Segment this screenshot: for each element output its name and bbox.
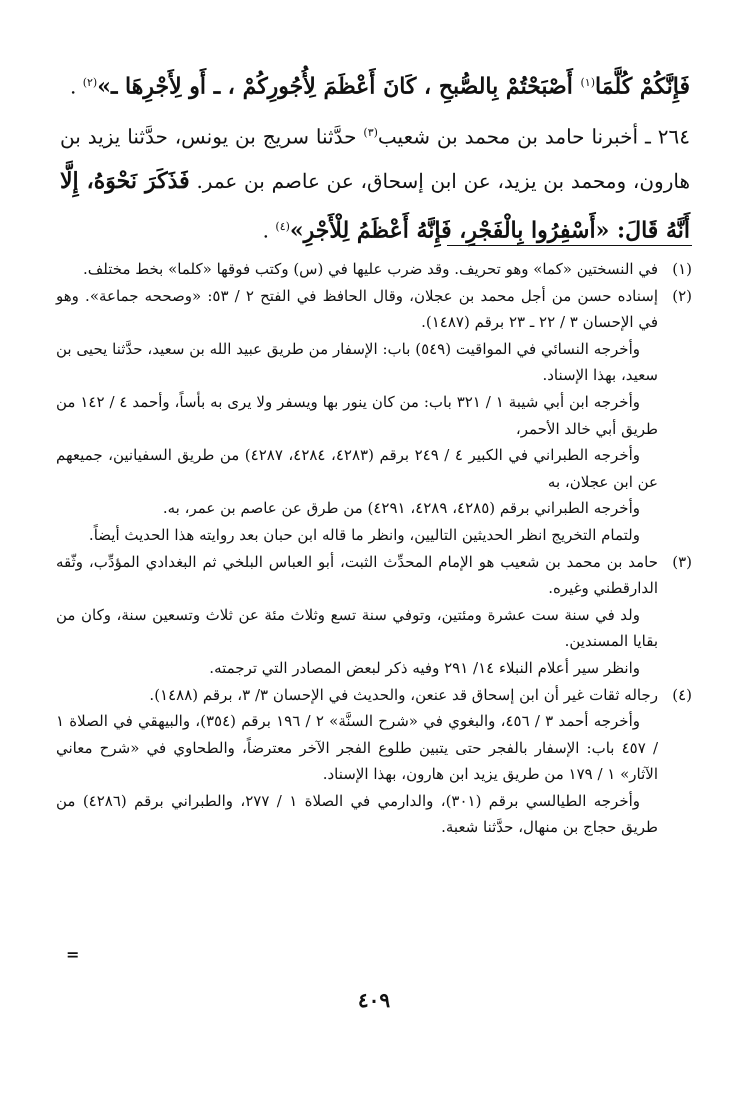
- footnote-paragraph: حامد بن محمد بن شعيب هو الإمام المحدِّث الثبت، أبو العباس البلخي ثم البغدادي المؤدِّب، وثّقه الدارقطني وغيره.: [56, 552, 658, 598]
- footnote-ref-2[interactable]: (٢): [82, 76, 98, 89]
- footnote-ref-1[interactable]: (١): [580, 76, 596, 89]
- footnote-paragraph: وأخرجه الطبراني في الكبير ٤ / ٢٤٩ برقم (٤٢٨٣، ٤٢٨٤، ٤٢٨٧) من طريق السفيانين، جميعهم عن ابن عجلان، به: [56, 446, 658, 491]
- footnote-paragraph: وأخرجه ابن أبي شيبة ١ / ٣٢١ باب: من كان ينور بها ويسفر ولا يرى به بأساً، وأحمد ٤ / ١٤٢ من طريق أبي خالد الأحمر،: [56, 392, 658, 438]
- footnote-paragraph: وانظر سير أعلام النبلاء ١٤/ ٢٩١ وفيه ذكر لبعض المصادر التي ترجمته.: [209, 658, 640, 677]
- footnote-number: (١): [672, 260, 692, 278]
- hadith-264: [60, 110, 690, 254]
- continuation-mark: =: [66, 945, 80, 964]
- page-number: ٤٠٩: [357, 988, 391, 1012]
- footnote-paragraph: في النسختين «كما» وهو تحريف. وقد ضرب عليها في (س) وكتب فوقها «كلما» بخط مختلف.: [82, 260, 658, 278]
- footnote-1: [56, 256, 692, 283]
- footnote-2: [56, 283, 692, 549]
- hadith-text: فَإِنَّكُمْ كُلَّمَا: [595, 73, 690, 100]
- footnote-paragraph: رجاله ثقات غير أن ابن إسحاق قد عنعن، والحديث في الإحسان ٣/ ٣، برقم (١٤٨٨).: [149, 685, 658, 704]
- footnote-number: (٢): [672, 286, 692, 305]
- isnad-chain: حدَّثنا سريج بن يونس، حدَّثنا يزيد بن هارون، ومحمد بن يزيد، عن ابن إسحاق، عن عاصم بن عمر.: [60, 124, 690, 194]
- footnote-number: (٤): [672, 685, 692, 704]
- footnote-3: [56, 549, 692, 682]
- hadith-end-mark: .: [69, 74, 83, 99]
- footnote-paragraph: ولد في سنة ست عشرة ومئتين، وتوفي سنة تسع وثلاث مئة عن ثلاث وتسعين سنة، وكان من بقايا المسندين.: [56, 605, 658, 651]
- isnad-start: ٢٦٤ ـ أخبرنا حامد بن محمد بن شعيب: [377, 124, 690, 149]
- footnote-paragraph: إسناده حسن من أجل محمد بن عجلان، وقال الحافظ في الفتح ٢ / ٥٣: «وصححه جماعة». وهو في الإحسان ٣ / ٢٢ ـ ٢٣ برقم (١٤٨٧).: [56, 286, 658, 332]
- matn-text: فَذَكَرَ نَحْوَهُ، إِلَّا أَنَّهُ قَالَ: «أَسْفِرُوا بِالْفَجْرِ، فَإِنَّهُ أَعْظَمُ لِلْأَجْرِ»: [60, 168, 690, 244]
- hadith-264-end-mark: .: [262, 218, 276, 243]
- main-text: [60, 60, 690, 254]
- footnote-paragraph: وأخرجه النسائي في المواقيت (٥٤٩) باب: الإسفار من طريق عبيد الله بن سعيد، حدَّثنا يحيى بن سعيد، بهذا الإسناد.: [56, 339, 658, 385]
- footnotes: [56, 256, 692, 841]
- hadith-text-continued: أَصْبَحْتُمْ بِالصُّبحِ ، كَانَ أَعْظَمَ لِأُجُورِكُمْ ، ـ أَو لِأَجْرِهَا ـ»: [97, 73, 581, 100]
- footnote-paragraph: وأخرجه أحمد ٣ / ٤٥٦، والبغوي في «شرح السنَّة» ٢ / ١٩٦ برقم (٣٥٤)، والبيهقي في الصلاة ١ / ٤٥٧ باب: الإسفار بالفجر حتى يتبين طلوع الفجر الآخر معترضاً، والطحاوي في «شرح معاني الآثار» ١ / ١٧٩ من طريق يزيد ابن هارون، بهذا الإسناد.: [56, 712, 658, 784]
- footnote-ref-3[interactable]: (٣): [363, 125, 378, 139]
- hadith-ending-line: [60, 60, 690, 110]
- footnote-paragraph: وأخرجه الطبراني برقم (٤٢٨٥، ٤٢٨٩، ٤٢٩١) من طرق عن عاصم بن عمر، به.: [162, 499, 640, 518]
- footnote-paragraph: وأخرجه الطيالسي برقم (٣٠١)، والدارمي في الصلاة ١ / ٢٧٧، والطبراني برقم (٤٢٨٦) من طريق حجاج بن منهال، حدَّثنا شعبة.: [56, 791, 658, 837]
- footnote-separator: [447, 245, 692, 246]
- footnote-4: [56, 682, 692, 842]
- footnote-ref-4[interactable]: (٤): [275, 220, 290, 234]
- footnote-number: (٣): [672, 552, 692, 571]
- footnote-paragraph: ولتمام التخريج انظر الحديثين التاليين، وانظر ما قاله ابن حبان بعد روايته هذا الحديث أيضاً.: [88, 525, 640, 544]
